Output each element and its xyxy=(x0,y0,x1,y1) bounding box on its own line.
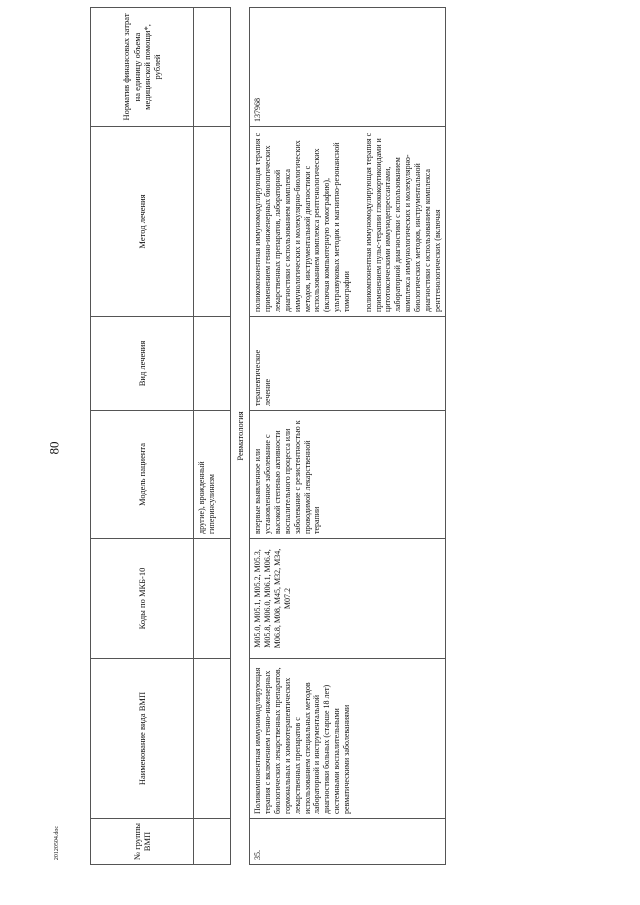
method-text-2: поликомпонентная иммуномодулирующая терапия с применением пульс-терапии глюкокортикоидами и цитотоксическими иммунодепрессантами, лабораторной диагностики с использованием комплекса иммунологических и молекулярно-биологических методов, инструментальной диагностики с использованием комплекса рентгенологических (включая xyxy=(363,132,442,312)
footer-filename: 20120504.doc xyxy=(54,825,60,861)
row-name: Поликомпонентная иммуномодулирующая терапия с включением генно-инженерных биологических лекарственных препаратов, гормональных и химиотерапевтических лекарственных препаратов с использованием специальных методов лабораторной и инструментальной диагностики больных (старше 18 лет) системными воспалительными ревматическими заболеваниями xyxy=(250,659,446,819)
header-codes: Коды по МКБ-10 xyxy=(91,539,194,659)
rotated-table-page xyxy=(90,8,600,865)
section-title: Ревматология xyxy=(231,8,250,865)
header-model: Модель пациента xyxy=(91,411,194,539)
row-codes: M05.0, M05.1, M05.2, M05.3, M05.8, M06.0, M06.1, M06.4, M06.8, M08, M45, M32, M34, M07.2 xyxy=(250,539,446,659)
row-group-no: 35. xyxy=(250,819,446,865)
table-row xyxy=(250,8,446,865)
row-method xyxy=(250,127,446,317)
table-header-row xyxy=(91,8,194,865)
continuation-row xyxy=(194,8,231,865)
header-cost: Норматив финансовых затрат на единицу объема медицинской помощи*, рублей xyxy=(91,8,194,127)
section-row xyxy=(231,8,250,865)
method-text-1: поликомпонентная иммуномодулирующая терапия с применением генно-инженерных биологических лекарственных препаратов, лабораторной диагностики с использованием комплекса иммунологических и молекулярно-биологических методов, инструментальной диагностики с использованием комплекса рентгенологических (включая компьютерную томографию), ультразвуковых методик и магнитно-резонансной томографии xyxy=(253,132,351,312)
row-treatment-type: терапевтическое лечение xyxy=(250,317,446,411)
continuation-model: другие), врожденный гиперинсулинизм xyxy=(194,411,231,539)
row-model: впервые выявленное или установленное заболевание с высокой степенью активности воспалительного процесса или заболевание с резистентностью к проводимой лекарственной терапии xyxy=(250,411,446,539)
vmp-table xyxy=(90,7,446,865)
header-method: Метод лечения xyxy=(91,127,194,317)
header-treatment-type: Вид лечения xyxy=(91,317,194,411)
row-cost: 137968 xyxy=(250,8,446,127)
page-number: 80 xyxy=(46,441,62,455)
header-name: Наименование вида ВМП xyxy=(91,659,194,819)
header-group-no: № группы ВМП xyxy=(91,819,194,865)
